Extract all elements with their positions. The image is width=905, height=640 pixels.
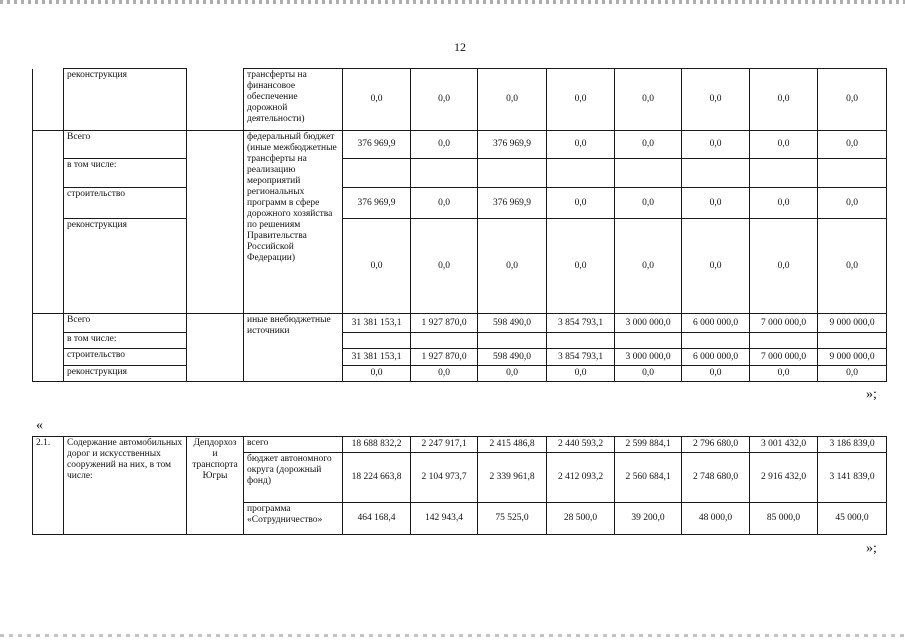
closing-quote: »; [866, 387, 877, 402]
scan-edge-bottom [0, 634, 905, 637]
table-cell: 0,0 [682, 69, 750, 131]
table-cell: 1 927 870,0 [411, 314, 478, 333]
table-cell: 0,0 [818, 131, 887, 159]
table-cell: 376 969,9 [343, 188, 411, 219]
table-cell: 31 381 153,1 [343, 349, 411, 366]
row-label: Всего [64, 131, 187, 159]
table-cell [750, 333, 818, 349]
table-cell: 6 000 000,0 [682, 314, 750, 333]
table-row [33, 349, 887, 366]
table-cell: 0,0 [547, 366, 615, 382]
table-cell [478, 159, 547, 188]
table-cell: 0,0 [818, 69, 887, 131]
funding-source: федеральный бюджет (иные межбюджетные трансферты на реализацию мероприятий региональных программ в сфере дорожного хозяйства по решениям Правительства Российской Федерации) [244, 131, 343, 314]
table-cell: 376 969,9 [343, 131, 411, 159]
table-cell: 3 001 432,0 [750, 437, 818, 453]
table-cell [615, 159, 682, 188]
table-cell: 3 854 793,1 [547, 349, 615, 366]
table-cell [818, 159, 887, 188]
table-cell: 598 490,0 [478, 314, 547, 333]
table-row [33, 437, 887, 453]
table-cell: 0,0 [818, 366, 887, 382]
table-cell: 0,0 [411, 131, 478, 159]
table-cell: 0,0 [343, 366, 411, 382]
table-cell [750, 159, 818, 188]
table-cell: 2 412 093,2 [547, 453, 615, 503]
table-cell: 3 000 000,0 [615, 349, 682, 366]
measure-number: 2.1. [33, 437, 64, 535]
table-cell: 0,0 [478, 366, 547, 382]
table-row [33, 188, 887, 219]
table-cell: 0,0 [818, 219, 887, 314]
table-row [33, 131, 887, 159]
table-cell: 2 339 961,8 [478, 453, 547, 503]
table-cell: 9 000 000,0 [818, 349, 887, 366]
funding-source: программа «Сотрудничество» [244, 503, 343, 535]
table-cell: 0,0 [615, 131, 682, 159]
table-cell [547, 333, 615, 349]
funding-source: иные внебюджетные источники [244, 314, 343, 382]
table-cell: 0,0 [411, 188, 478, 219]
table-cell: 2 104 973,7 [411, 453, 478, 503]
opening-quote: « [36, 418, 43, 433]
table-cell: 85 000,0 [750, 503, 818, 535]
table-cell: 2 415 486,8 [478, 437, 547, 453]
table-cell: 0,0 [750, 69, 818, 131]
table-cell [343, 159, 411, 188]
table-cell: 3 186 839,0 [818, 437, 887, 453]
table-cell: 0,0 [478, 219, 547, 314]
table-row [33, 69, 887, 131]
table-cell: 0,0 [547, 188, 615, 219]
table-cell: 2 748 680,0 [682, 453, 750, 503]
page-number: 12 [454, 40, 466, 54]
table-cell [682, 159, 750, 188]
table-cell [818, 333, 887, 349]
table-cell: 2 916 432,0 [750, 453, 818, 503]
table-cell: 18 688 832,2 [343, 437, 411, 453]
program-measure-table [32, 436, 887, 535]
table-cell: 0,0 [682, 188, 750, 219]
table-row [33, 159, 887, 188]
table-cell: 7 000 000,0 [750, 314, 818, 333]
row-label: Всего [64, 314, 187, 333]
table-cell: 3 854 793,1 [547, 314, 615, 333]
table-cell: 48 000,0 [682, 503, 750, 535]
table-cell: 0,0 [750, 366, 818, 382]
table-cell: 45 000,0 [818, 503, 887, 535]
table-cell: 28 500,0 [547, 503, 615, 535]
table-cell [615, 333, 682, 349]
table-cell: 0,0 [547, 219, 615, 314]
table-cell: 0,0 [547, 69, 615, 131]
table-cell [682, 333, 750, 349]
table-cell [411, 159, 478, 188]
table-cell: 75 525,0 [478, 503, 547, 535]
table-cell: 2 560 684,1 [615, 453, 682, 503]
table-cell: 0,0 [750, 188, 818, 219]
table-cell: 0,0 [615, 188, 682, 219]
row-label: реконструкция [64, 366, 187, 382]
table-cell: 376 969,9 [478, 188, 547, 219]
table-cell: 0,0 [411, 69, 478, 131]
table-cell: 0,0 [682, 131, 750, 159]
table-cell [411, 333, 478, 349]
measure-name: Содержание автомобильных дорог и искусственных сооружений на них, в том числе: [64, 437, 187, 535]
row-label: реконструкция [64, 219, 187, 314]
table-cell: 0,0 [750, 131, 818, 159]
table-cell: 0,0 [343, 69, 411, 131]
table-cell: 0,0 [547, 131, 615, 159]
table-cell: 39 200,0 [615, 503, 682, 535]
table-row [33, 219, 887, 314]
table-cell: 0,0 [818, 188, 887, 219]
table-cell: 0,0 [615, 69, 682, 131]
table-cell: 7 000 000,0 [750, 349, 818, 366]
table-cell: 9 000 000,0 [818, 314, 887, 333]
closing-quote-2: »; [866, 541, 877, 556]
row-label: в том числе: [64, 159, 187, 188]
table-cell: 6 000 000,0 [682, 349, 750, 366]
table-cell: 0,0 [750, 219, 818, 314]
table-cell: 598 490,0 [478, 349, 547, 366]
table-cell: 0,0 [343, 219, 411, 314]
row-label: в том числе: [64, 333, 187, 349]
table-cell [343, 333, 411, 349]
table-cell: 0,0 [615, 366, 682, 382]
table-cell: 2 599 884,1 [615, 437, 682, 453]
funding-table-continued [32, 68, 887, 382]
table-cell: 1 927 870,0 [411, 349, 478, 366]
table-row [33, 333, 887, 349]
funding-source: всего [244, 437, 343, 453]
funding-source: бюджет автономного округа (дорожный фонд) [244, 453, 343, 503]
table-row [33, 314, 887, 333]
table-cell: 142 943,4 [411, 503, 478, 535]
table-cell: 31 381 153,1 [343, 314, 411, 333]
table-cell: 464 168,4 [343, 503, 411, 535]
row-label: реконструкция [64, 69, 187, 131]
table-cell [547, 159, 615, 188]
measure-executor: Депдорхоз и транспорта Югры [187, 437, 244, 535]
table-cell: 0,0 [615, 219, 682, 314]
row-label: строительство [64, 188, 187, 219]
scan-edge-top [0, 0, 905, 4]
table-cell: 0,0 [411, 219, 478, 314]
table-cell: 0,0 [682, 366, 750, 382]
table-cell: 2 440 593,2 [547, 437, 615, 453]
table-cell: 2 796 680,0 [682, 437, 750, 453]
row-label: строительство [64, 349, 187, 366]
funding-source: трансферты на финансовое обеспечение дорожной деятельности) [244, 69, 343, 131]
table-cell: 0,0 [682, 219, 750, 314]
table-cell: 3 141 839,0 [818, 453, 887, 503]
table-cell: 0,0 [411, 366, 478, 382]
table-cell: 2 247 917,1 [411, 437, 478, 453]
table-row [33, 366, 887, 382]
table-cell: 3 000 000,0 [615, 314, 682, 333]
table-cell: 376 969,9 [478, 131, 547, 159]
table-cell [478, 333, 547, 349]
table-cell: 18 224 663,8 [343, 453, 411, 503]
table-cell: 0,0 [478, 69, 547, 131]
